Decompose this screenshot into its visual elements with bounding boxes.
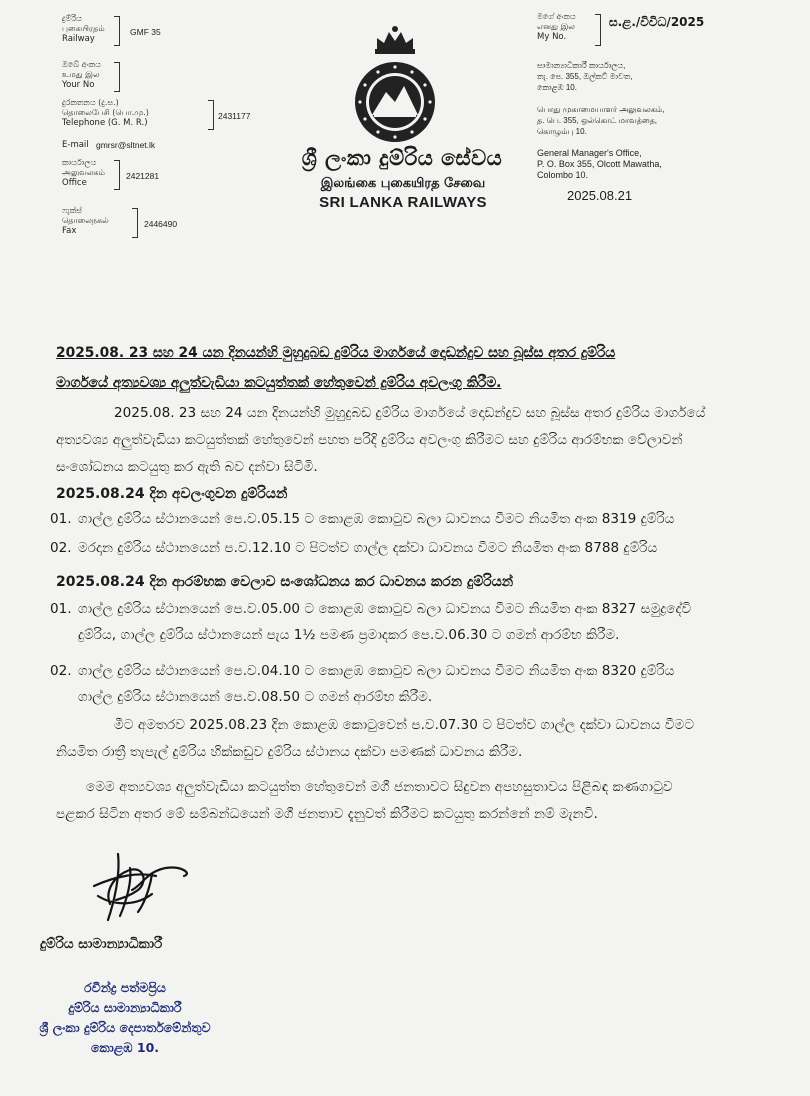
additional-note-paragraph [56,712,776,766]
address-line: பொது முகாமையாளர் அலுவலகம், [537,105,665,114]
field-label-en: Your No [62,80,95,90]
signatory-title: දුම්රිය සාමාන්‍යාධිකාරී [40,936,163,952]
list-item [50,506,780,532]
item-line: ගාල්ල දුම්රිය ස්ථානයෙන් පෙ.ව.08.50 ට ගමන් ආරම්භ කිරීම. [78,689,433,705]
paragraph-line: අත්‍යවශ්‍ය අලුත්වැඩියා කටයුත්තක් හේතුවෙන් පහත පරිදි දුම්රිය අවලංගු කිරීමට සහ දුම්රිය ආරම්භක වේලාවන් [56,432,683,448]
address-english [537,148,662,181]
subject-line: මාර්ගයේ අත්‍යවශ්‍ය අලුත්වැඩියා කටයුත්තක් හේතුවෙන් දුම්රිය අවලංගු කිරීම. [56,375,502,391]
field-telephone [62,98,212,128]
list-item [50,658,780,710]
field-fax [62,206,109,236]
official-stamp [20,978,230,1058]
item-line: දුම්රිය, ගාල්ල දුම්රිය ස්ථානයෙන් පැය 1½ පමණ ප්‍රමාදකර පෙ.ව.06.30 ට ගමන් ආරම්භ කිරීම. [78,627,620,643]
address-tamil [537,104,665,137]
field-label-si: දුරකතනය (දු.ස.) [62,98,119,107]
field-value-telephone: 2431177 [218,111,251,121]
paragraph-line: මෙම අත්‍යවශ්‍ය අලුත්වැඩියා කටයුත්ත හේතුවෙන් මගී ජනතාවට සිදුවන අපහසුතාවය පිළිබඳ කණගාටුව [86,779,673,795]
my-no-bracket [595,14,601,46]
item-number: 01. [50,511,72,527]
field-bracket [208,100,214,130]
subject-heading [56,338,776,398]
title-english: SRI LANKA RAILWAYS [319,194,487,211]
item-line: ගාල්ල දුම්රිය ස්ථානයෙන් පෙ.ව.04.10 ට කොළඹ කොටුව බලා ධාවනය වීමට නියමිත අංක 8320 දුම්රිය [78,663,675,679]
paragraph-line: නියමිත රාත්‍රී තැපැල් දුම්රිය හික්කඩුව දුම්රිය ස්ථානය දක්වා පමණක් ධාවනය කිරීම. [56,744,523,760]
field-value-email: gmrsr@sltnet.lk [96,140,156,150]
field-label-en: Telephone (G. M. R.) [62,118,148,128]
address-line: P. O. Box 355, Olcott Mawatha, [537,159,662,169]
address-line: තැ. පෙ. 355, ඔල්කට් මාවත, [537,72,633,81]
address-line: த. பெ. 355, ஒல்கொட் மாவத்தை, [537,116,658,125]
section-heading: 2025.08.24 දින අවලංගුවන දුම්රියන් [56,486,288,502]
subject-line: 2025.08. 23 සහ 24 යන දිනයන්හි මුහුදුබඩ දුම්රිය මාර්ගයේ දොඩන්දුව සහ බූස්ස අතර දුම්රිය [56,345,616,361]
field-label-ta: புகையிரதம் [62,24,105,33]
list-item [50,596,780,648]
field-value-railway: GMF 35 [130,27,161,37]
rescheduled-trains-list [50,596,780,710]
field-bracket [132,208,138,238]
address-line: Colombo 10. [537,170,589,180]
address-line: කොළඹ 10. [537,83,577,92]
item-number: 02. [50,540,72,556]
field-label-ta: தொலைநகல் [62,216,109,225]
field-label-email: E-mail [62,140,89,150]
item-line: ගාල්ල දුම්රිය ස්ථානයෙන් පෙ.ව.05.00 ට කොළඹ කොටුව බලා ධාවනය වීමට නියමිත අංක 8327 සමුද්‍රදේවි [78,601,692,617]
field-label-en: Office [62,178,87,188]
paragraph-line: සංශෝධනය කටයුතු කර ඇති බව දන්වා සිටිමි. [56,459,318,475]
my-no-label-si: මගේ අංකය [537,12,576,21]
field-bracket [114,160,120,190]
railway-emblem-logo [340,20,450,144]
item-text [78,658,674,710]
field-label-ta: அலுவலகம் [62,168,105,177]
field-value-fax: 2446490 [144,219,178,229]
my-no-label-ta: எனது இல [537,22,575,31]
stamp-line-department: ශ්‍රී ලංකා දුම්රිය දෙපාර්තමේන්තුව [39,1020,211,1035]
handwritten-signature [86,846,196,926]
field-label-ta: தொலைபேசி (பொ.மு.) [62,108,149,117]
stamp-line-designation: දුම්රිය සාමාන්‍යාධිකාරී [68,1000,182,1015]
field-label-si: කාර්යාලය [62,158,97,167]
intro-paragraph [56,400,776,481]
field-value-office: 2421281 [126,171,160,181]
paragraph-line: 2025.08. 23 සහ 24 යන දිනයන්හි මුහුදුබඩ දුම්රිය මාර්ගයේ දොඩන්දුව සහ බූස්ස අතර දුම්රිය මාර්ගයේ [114,405,706,421]
field-office [62,158,105,188]
my-no-value: ස.ළ./විවිධ/2025 [609,15,705,29]
stamp-line-city: කොළඹ 10. [90,1040,160,1055]
paragraph-line: පළකර සිටින අතර මේ සම්බන්ධයෙන් මගී ජනතාව දැනුවත් කිරීමට කටයුතු කරන්නේ නම් මැනවි. [56,806,598,822]
address-line: සාමාන්‍යාධිකාරී කාර්යාලය, [537,61,626,70]
field-your-no [62,60,101,90]
field-label-en: Fax [62,226,77,236]
address-sinhala [537,60,633,93]
field-label-si: දුම්රිය [62,14,82,23]
field-label-ta: உமது இல [62,70,100,79]
field-label-si: ෆැක්ස් [62,206,82,215]
paragraph-line: මීට අමතරව 2025.08.23 දින කොළඹ කොටුවෙන් ප.ව.07.30 ට පිටත්ව ගාල්ල දක්වා ධාවනය වීමට [114,717,695,733]
field-bracket [114,16,120,46]
field-label-si: ඔබේ අංකය [62,60,101,69]
section-heading: 2025.08.24 දින ආරම්භක වෙලාව සංශෝධනය කර ධාවනය කරන දුම්රියන් [56,574,514,590]
field-bracket [114,62,120,92]
my-no-label-en: My No. [537,32,567,42]
title-sinhala: ශ්‍රී ලංකා දුම්රිය සේවය [301,146,503,170]
field-railway [62,14,105,44]
cancelled-trains-list [50,506,780,561]
list-item [50,535,780,561]
item-number: 02. [50,663,72,679]
my-no-labels [537,12,576,42]
field-label-en: Railway [62,34,95,44]
letter-date: 2025.08.21 [567,188,633,203]
item-text: ගාල්ල දුම්රිය ස්ථානයෙන් පෙ.ව.05.15 ට කොළඹ කොටුව බලා ධාවනය වීමට නියමිත අංක 8319 දුම්රිය [78,511,675,527]
item-text: මරදාන දුම්රිය ස්ථානයෙන් ප.ව.12.10 ට පිටත්ව ගාල්ල දක්වා ධාවනය වීමට නියමිත අංක 8788 දුම්රිය [78,540,658,556]
stamp-line-name: රවීන්ද්‍ර පත්මප්‍රිය [84,980,166,995]
item-text [78,596,691,648]
address-line: General Manager's Office, [537,148,642,158]
address-line: கொழும்பு 10. [537,127,587,136]
title-tamil: இலங்கை புகையிரத சேவை [320,176,486,191]
item-number: 01. [50,601,72,617]
closing-paragraph [56,774,776,828]
